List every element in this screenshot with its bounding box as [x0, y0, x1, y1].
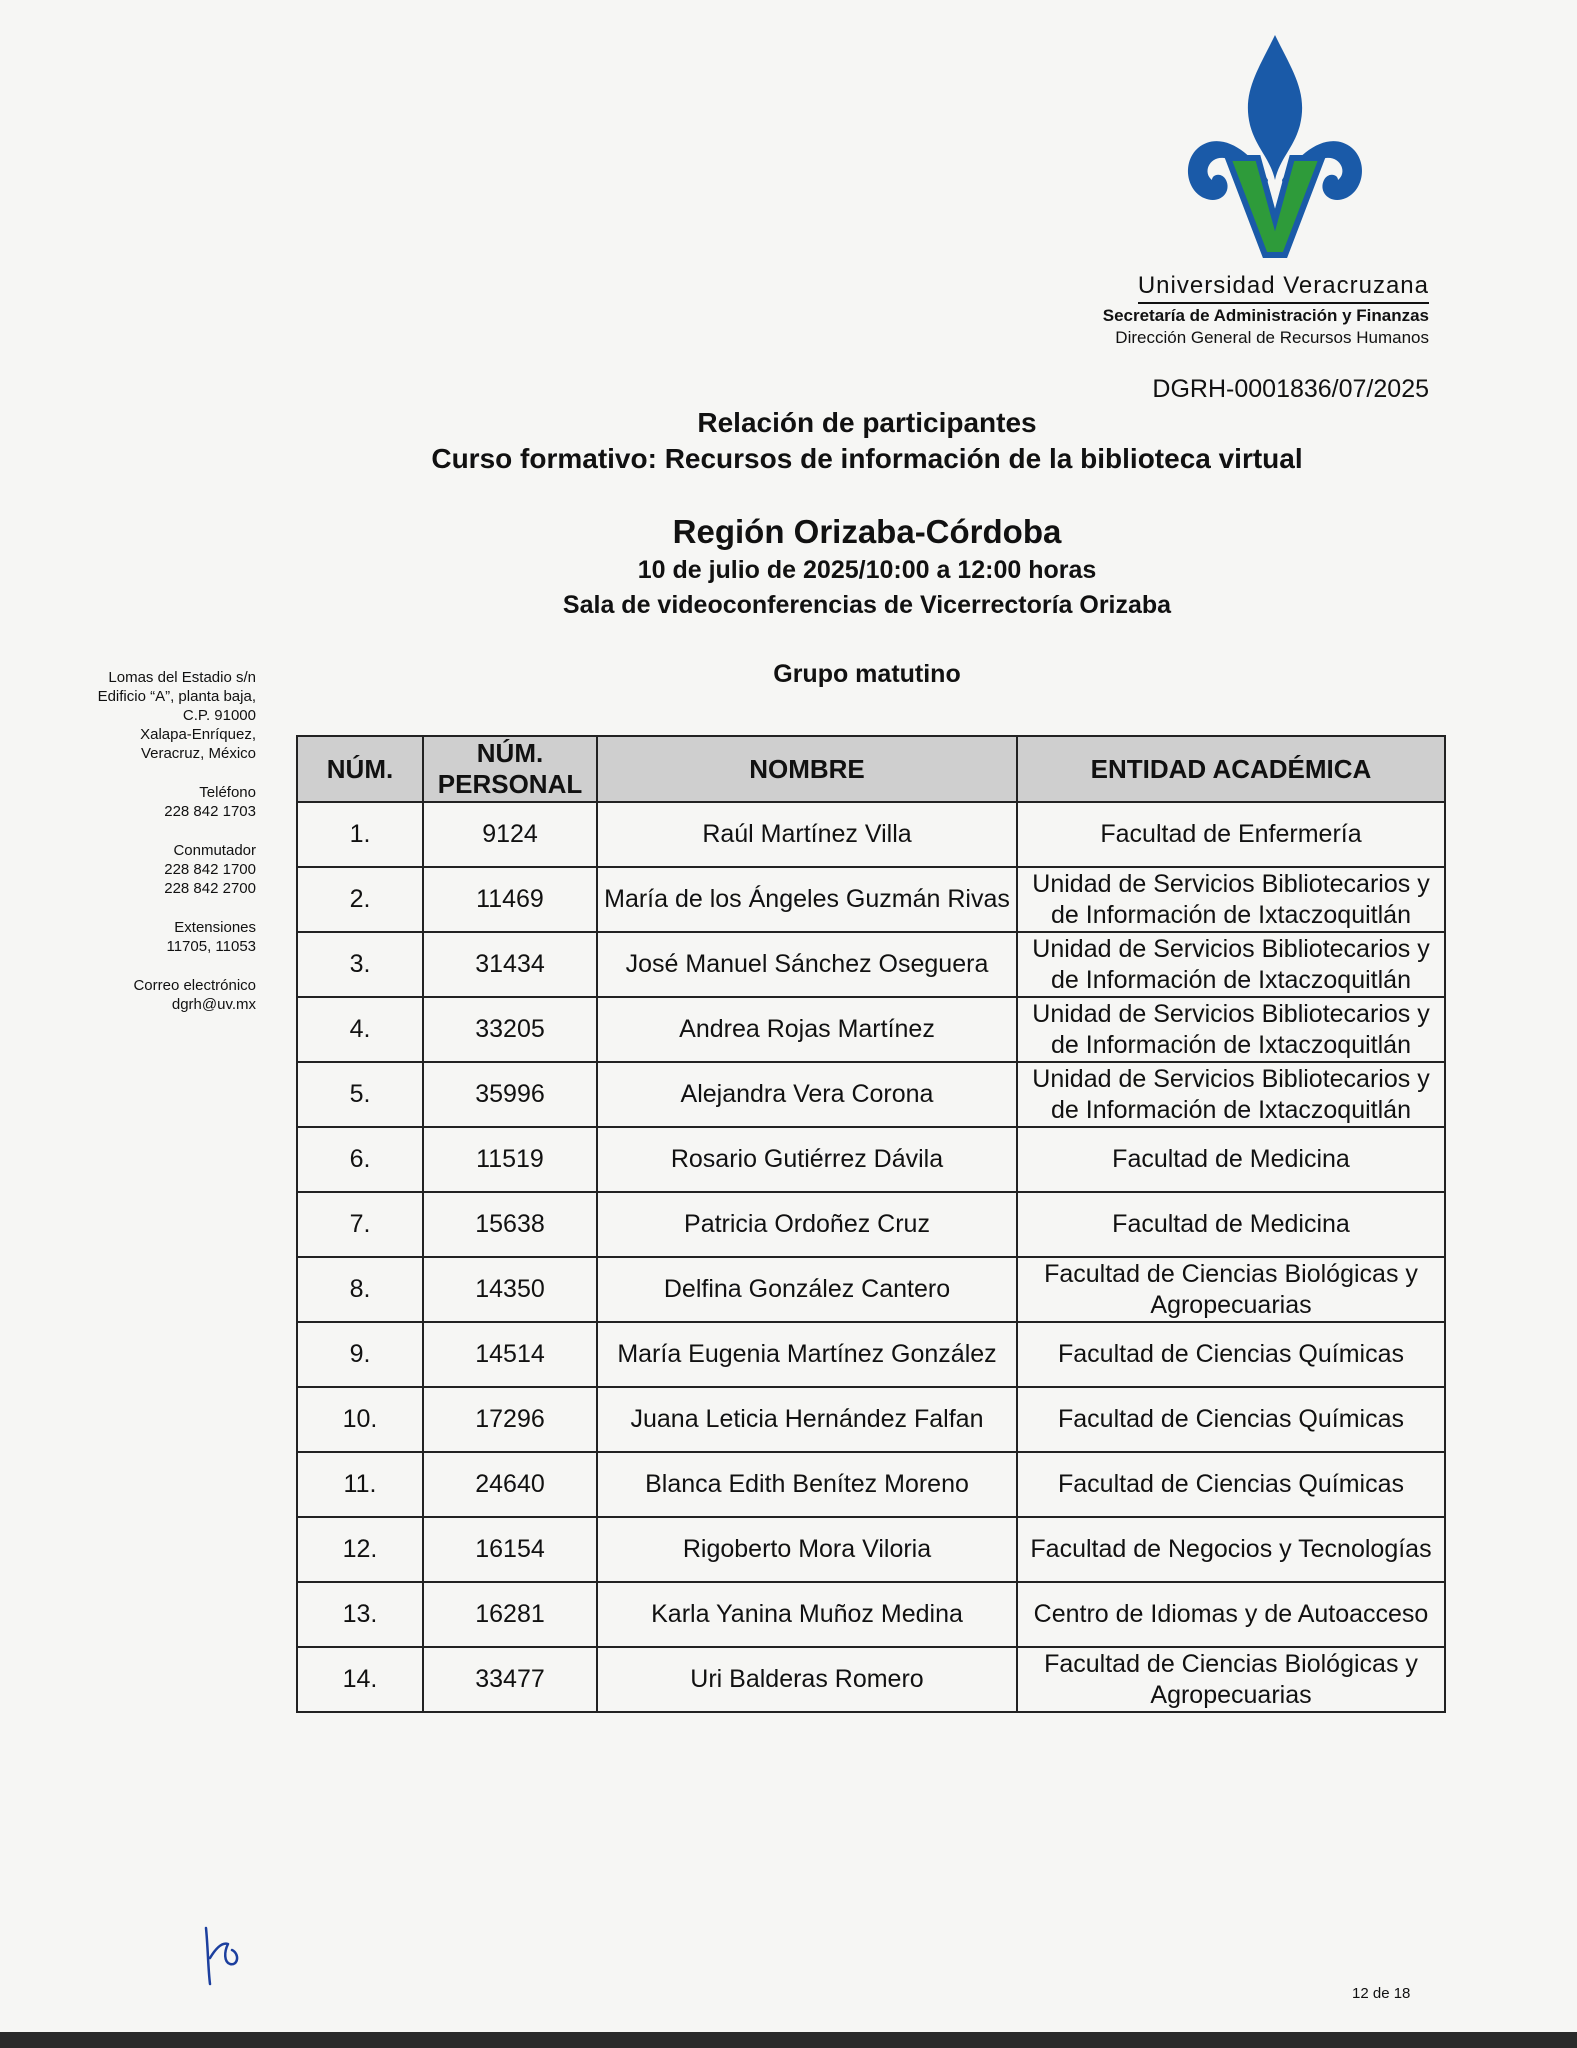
- cell-entity: Facultad de Medicina: [1017, 1192, 1445, 1257]
- extensions-value: 11705, 11053: [166, 938, 256, 955]
- cell-num: 10.: [297, 1387, 423, 1452]
- table-row: [297, 997, 1445, 1062]
- table-row: [297, 1517, 1445, 1582]
- address-line: Edificio “A”, planta baja,: [97, 688, 256, 705]
- address-block: [60, 668, 256, 763]
- cell-entity: Facultad de Ciencias Biológicas y Agropecuarias: [1017, 1257, 1445, 1322]
- extensions-block: [60, 918, 256, 956]
- cell-num: 6.: [297, 1127, 423, 1192]
- header-name: NOMBRE: [597, 736, 1017, 802]
- switchboard-block: [60, 841, 256, 898]
- venue-line: Sala de videoconferencias de Vicerrectoría Orizaba: [562, 591, 1172, 619]
- header-num: NÚM.: [297, 736, 423, 802]
- table-row: [297, 867, 1445, 932]
- scan-edge: [0, 2032, 1577, 2048]
- cell-name: Andrea Rojas Martínez: [597, 997, 1017, 1062]
- email-value: dgrh@uv.mx: [171, 996, 256, 1013]
- cell-num: 7.: [297, 1192, 423, 1257]
- cell-name: Uri Balderas Romero: [597, 1647, 1017, 1712]
- cell-name: Rigoberto Mora Viloria: [597, 1517, 1017, 1582]
- cell-num: 14.: [297, 1647, 423, 1712]
- table-row: [297, 1582, 1445, 1647]
- cell-num: 1.: [297, 802, 423, 867]
- cell-name: Rosario Gutiérrez Dávila: [597, 1127, 1017, 1192]
- contact-sidebar: [60, 668, 256, 1034]
- table-row: [297, 932, 1445, 997]
- cell-entity: Facultad de Ciencias Químicas: [1017, 1452, 1445, 1517]
- cell-personal: 33205: [423, 997, 597, 1062]
- cell-personal: 11469: [423, 867, 597, 932]
- cell-name: Raúl Martínez Villa: [597, 802, 1017, 867]
- cell-personal: 11519: [423, 1127, 597, 1192]
- cell-entity: Centro de Idiomas y de Autoacceso: [1017, 1582, 1445, 1647]
- cell-name: Karla Yanina Muñoz Medina: [597, 1582, 1017, 1647]
- cell-personal: 16154: [423, 1517, 597, 1582]
- cell-entity: Facultad de Medicina: [1017, 1127, 1445, 1192]
- group-label: Grupo matutino: [773, 660, 961, 688]
- cell-name: Patricia Ordoñez Cruz: [597, 1192, 1017, 1257]
- cell-name: Blanca Edith Benítez Moreno: [597, 1452, 1017, 1517]
- address-line: C.P. 91000: [182, 707, 256, 724]
- address-line: Xalapa-Enríquez,: [140, 726, 256, 743]
- cell-entity: Unidad de Servicios Bibliotecarios y de Información de Ixtaczoquitlán: [1017, 997, 1445, 1062]
- table-row: [297, 1257, 1445, 1322]
- cell-num: 11.: [297, 1452, 423, 1517]
- cell-personal: 9124: [423, 802, 597, 867]
- header-personal-line1: NÚM.: [476, 738, 544, 768]
- cell-personal: 33477: [423, 1647, 597, 1712]
- cell-personal: 31434: [423, 932, 597, 997]
- cell-personal: 17296: [423, 1387, 597, 1452]
- address-line: Lomas del Estadio s/n: [108, 669, 256, 686]
- cell-personal: 24640: [423, 1452, 597, 1517]
- secretariat-name: Secretaría de Administración y Finanzas: [1102, 306, 1429, 325]
- cell-num: 13.: [297, 1582, 423, 1647]
- handwritten-initials-icon: [198, 1918, 248, 1988]
- cell-personal: 15638: [423, 1192, 597, 1257]
- phone-number: 228 842 1703: [164, 803, 256, 820]
- cell-entity: Unidad de Servicios Bibliotecarios y de Información de Ixtaczoquitlán: [1017, 1062, 1445, 1127]
- cell-num: 8.: [297, 1257, 423, 1322]
- cell-num: 9.: [297, 1322, 423, 1387]
- cell-name: Alejandra Vera Corona: [597, 1062, 1017, 1127]
- cell-personal: 16281: [423, 1582, 597, 1647]
- uv-logo-icon: [1180, 30, 1370, 265]
- table-row: [297, 1387, 1445, 1452]
- header-personal: [423, 736, 597, 802]
- title-line-1: Relación de participantes: [697, 407, 1037, 438]
- table-row: [297, 1062, 1445, 1127]
- cell-name: María Eugenia Martínez González: [597, 1322, 1017, 1387]
- email-block: [60, 976, 256, 1014]
- email-label: Correo electrónico: [133, 977, 256, 994]
- cell-num: 4.: [297, 997, 423, 1062]
- cell-num: 5.: [297, 1062, 423, 1127]
- cell-personal: 14514: [423, 1322, 597, 1387]
- document-reference: DGRH-0001836/07/2025: [1152, 375, 1429, 403]
- phone-block: [60, 783, 256, 821]
- cell-name: Delfina González Cantero: [597, 1257, 1017, 1322]
- address-line: Veracruz, México: [140, 745, 256, 762]
- switchboard-number: 228 842 2700: [164, 880, 256, 897]
- cell-name: Juana Leticia Hernández Falfan: [597, 1387, 1017, 1452]
- header-personal-line2: PERSONAL: [437, 769, 583, 799]
- table-row: [297, 1452, 1445, 1517]
- cell-entity: Facultad de Ciencias Químicas: [1017, 1322, 1445, 1387]
- cell-name: José Manuel Sánchez Oseguera: [597, 932, 1017, 997]
- cell-entity: Facultad de Negocios y Tecnologías: [1017, 1517, 1445, 1582]
- table-row: [297, 802, 1445, 867]
- table-row: [297, 1322, 1445, 1387]
- table-header-row: [297, 736, 1445, 802]
- cell-entity: Facultad de Ciencias Biológicas y Agropecuarias: [1017, 1647, 1445, 1712]
- table-row: [297, 1192, 1445, 1257]
- table-row: [297, 1647, 1445, 1712]
- cell-personal: 14350: [423, 1257, 597, 1322]
- schedule-line: 10 de julio de 2025/10:00 a 12:00 horas: [637, 556, 1097, 584]
- cell-personal: 35996: [423, 1062, 597, 1127]
- phone-label: Teléfono: [199, 784, 256, 801]
- cell-name: María de los Ángeles Guzmán Rivas: [597, 867, 1017, 932]
- page-number: 12 de 18: [1352, 1985, 1411, 2002]
- cell-num: 12.: [297, 1517, 423, 1582]
- switchboard-number: 228 842 1700: [164, 861, 256, 878]
- institution-header: [1103, 272, 1429, 348]
- title-line-2: Curso formativo: Recursos de información de la biblioteca virtual: [431, 443, 1303, 474]
- cell-entity: Facultad de Enfermería: [1017, 802, 1445, 867]
- directorate-name: Dirección General de Recursos Humanos: [1115, 328, 1429, 347]
- extensions-label: Extensiones: [174, 919, 256, 936]
- cell-entity: Facultad de Ciencias Químicas: [1017, 1387, 1445, 1452]
- switchboard-label: Conmutador: [173, 842, 256, 859]
- cell-num: 3.: [297, 932, 423, 997]
- cell-entity: Unidad de Servicios Bibliotecarios y de Información de Ixtaczoquitlán: [1017, 932, 1445, 997]
- cell-entity: Unidad de Servicios Bibliotecarios y de Información de Ixtaczoquitlán: [1017, 867, 1445, 932]
- institution-name: Universidad Veracruzana: [1138, 272, 1429, 304]
- table-row: [297, 1127, 1445, 1192]
- header-entity: ENTIDAD ACADÉMICA: [1017, 736, 1445, 802]
- participants-table: [296, 735, 1446, 1713]
- cell-num: 2.: [297, 867, 423, 932]
- region-title: Región Orizaba-Córdoba: [672, 513, 1062, 550]
